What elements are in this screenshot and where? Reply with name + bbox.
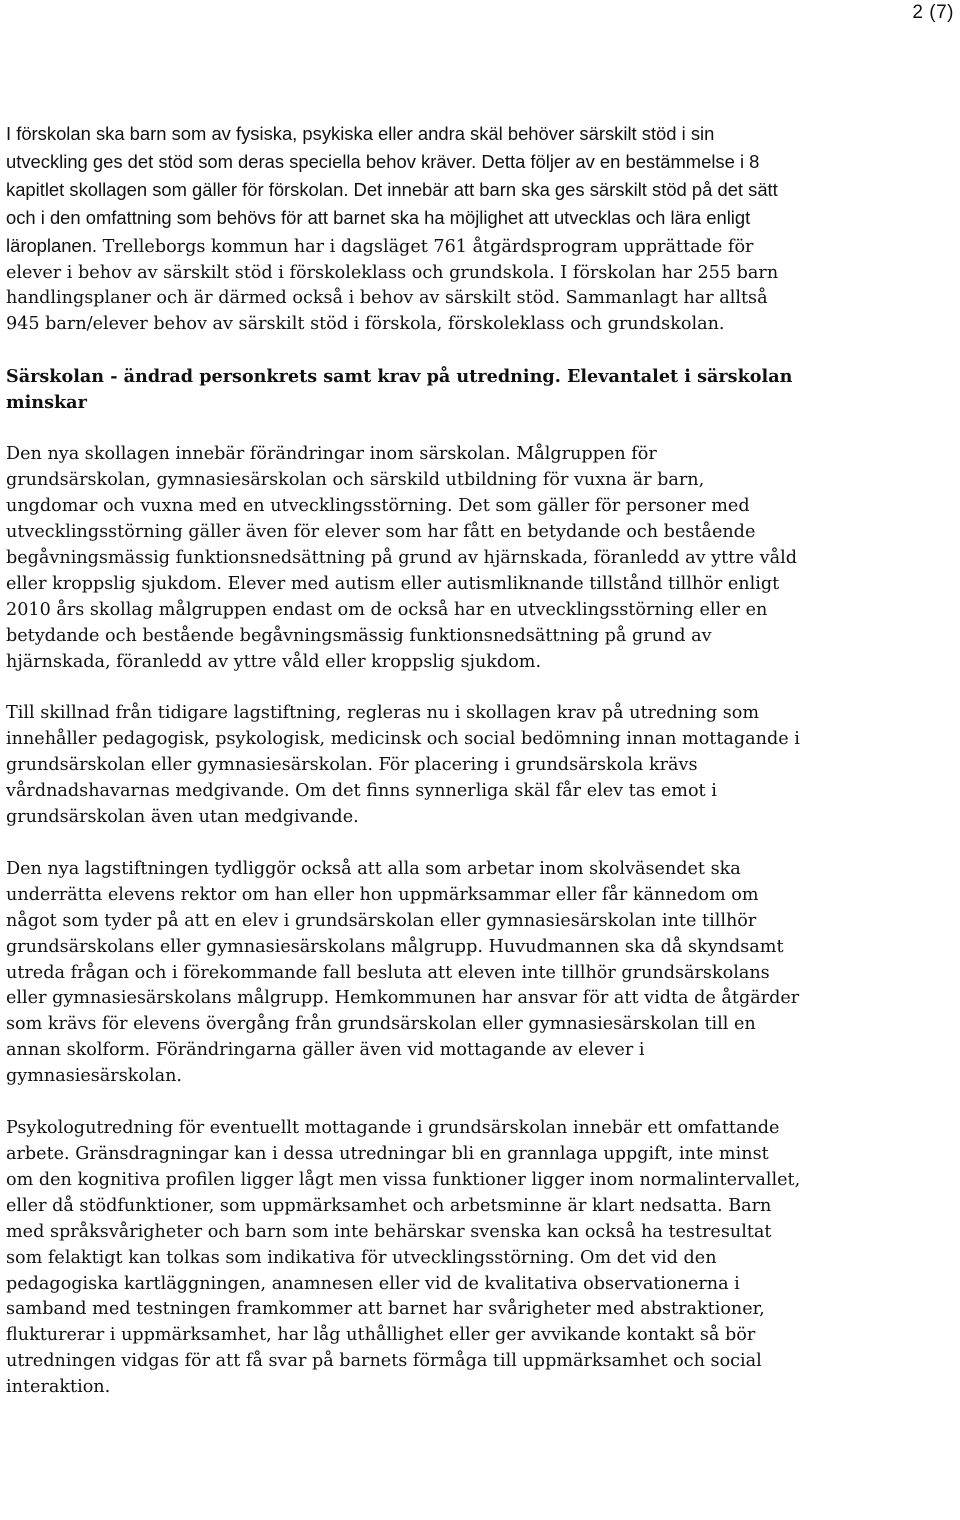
document-body bbox=[6, 121, 801, 1401]
paragraph-intro bbox=[6, 121, 801, 338]
intro-serif-text: Trelleborgs kommun har i dagsläget 761 åtgärdsprogram upprättade för elever i behov av särskilt stöd i förskoleklass och grundskola. I förskolan har 255 barn handlingsplaner och är därmed också i behov av särskilt stöd. Sammanlagt har alltså 945 barn/elever behov av särskilt stöd i förskola, förskoleklass och grundskolan. bbox=[6, 236, 779, 335]
intro-sans-text: I förskolan ska barn som av fysiska, psykiska eller andra skäl behöver särskilt stöd i sin utveckling ges det stöd som deras speciella behov kräver. Detta följer av en bestämmelse i 8 kapitlet skollagen som gäller för förskolan. Det innebär att barn ska ges särskilt stöd på det sätt och i den omfattning som behövs för att barnet ska ha möjlighet att utvecklas och lära enligt läroplanen. bbox=[6, 123, 778, 256]
paragraph-2: Till skillnad från tidigare lagstiftning, regleras nu i skollagen krav på utredning som innehåller pedagogisk, psykologisk, medicinsk och social bedömning innan mottagande i grundsärskolan eller gymnasiesärskolan. För placering i grundsärskola krävs vårdnadshavarnas medgivande. Om det finns synnerliga skäl får elev tas emot i grundsärskolan även utan medgivande. bbox=[6, 703, 800, 828]
paragraph-4: Psykologutredning för eventuellt mottagande i grundsärskolan innebär ett omfattande arbete. Gränsdragningar kan i dessa utredningar bli en grannlaga uppgift, inte minst om den kognitiva profilen ligger lågt men vissa funktioner ligger inom normalintervallet, eller då stödfunktioner, som uppmärksamhet och arbetsminne är klart nedsatta. Barn med språksvårigheter och barn som inte behärskar svenska kan också ha testresultat som felaktigt kan tolkas som indikativa för utvecklingsstörning. Om det vid den pedagogiska kartläggningen, anamnesen eller vid de kvalitativa observationerna i samband med testningen framkommer att barnet har svårigheter med abstraktioner, flukturerar i uppmärksamhet, har låg uthållighet eller ger avvikande kontakt så bör utredningen vidgas för att få svar på barnets förmåga till uppmärksamhet och social interaktion. bbox=[6, 1118, 801, 1398]
paragraph-1: Den nya skollagen innebär förändringar inom särskolan. Målgruppen för grundsärskolan, gymnasiesärskolan och särskild utbildning för vuxna är barn, ungdomar och vuxna med en utvecklingsstörning. Det som gäller för personer med utvecklingsstörning gäller även för elever som har fått en betydande och bestående begåvningsmässig funktionsnedsättning på grund av hjärnskada, föranledd av yttre våld eller kroppslig sjukdom. Elever med autism eller autismliknande tillstånd tillhör enligt 2010 års skollag målgruppen endast om de också har en utvecklingsstörning eller en betydande och bestående begåvningsmässig funktionsnedsättning på grund av hjärnskada, föranledd av yttre våld eller kroppslig sjukdom. bbox=[6, 444, 797, 672]
page-number: 2 (7) bbox=[912, 2, 954, 23]
section-heading: Särskolan - ändrad personkrets samt krav på utredning. Elevantalet i särskolan minskar bbox=[6, 366, 793, 414]
paragraph-3: Den nya lagstiftningen tydliggör också att alla som arbetar inom skolväsendet ska underrätta elevens rektor om han eller hon uppmärksammar eller får kännedom om något som tyder på att en elev i grundsärskolan eller gymnasiesärskolan inte tillhör grundsärskolans eller gymnasiesärskolans målgrupp. Huvudmannen ska då skyndsamt utreda frågan och i förekommande fall besluta att eleven inte tillhör grundsärskolans eller gymnasiesärskolans målgrupp. Hemkommunen har ansvar för att vidta de åtgärder som krävs för elevens övergång från grundsärskolan eller gymnasiesärskolan till en annan skolform. Förändringarna gäller även vid mottagande av elever i gymnasiesärskolan. bbox=[6, 858, 800, 1087]
